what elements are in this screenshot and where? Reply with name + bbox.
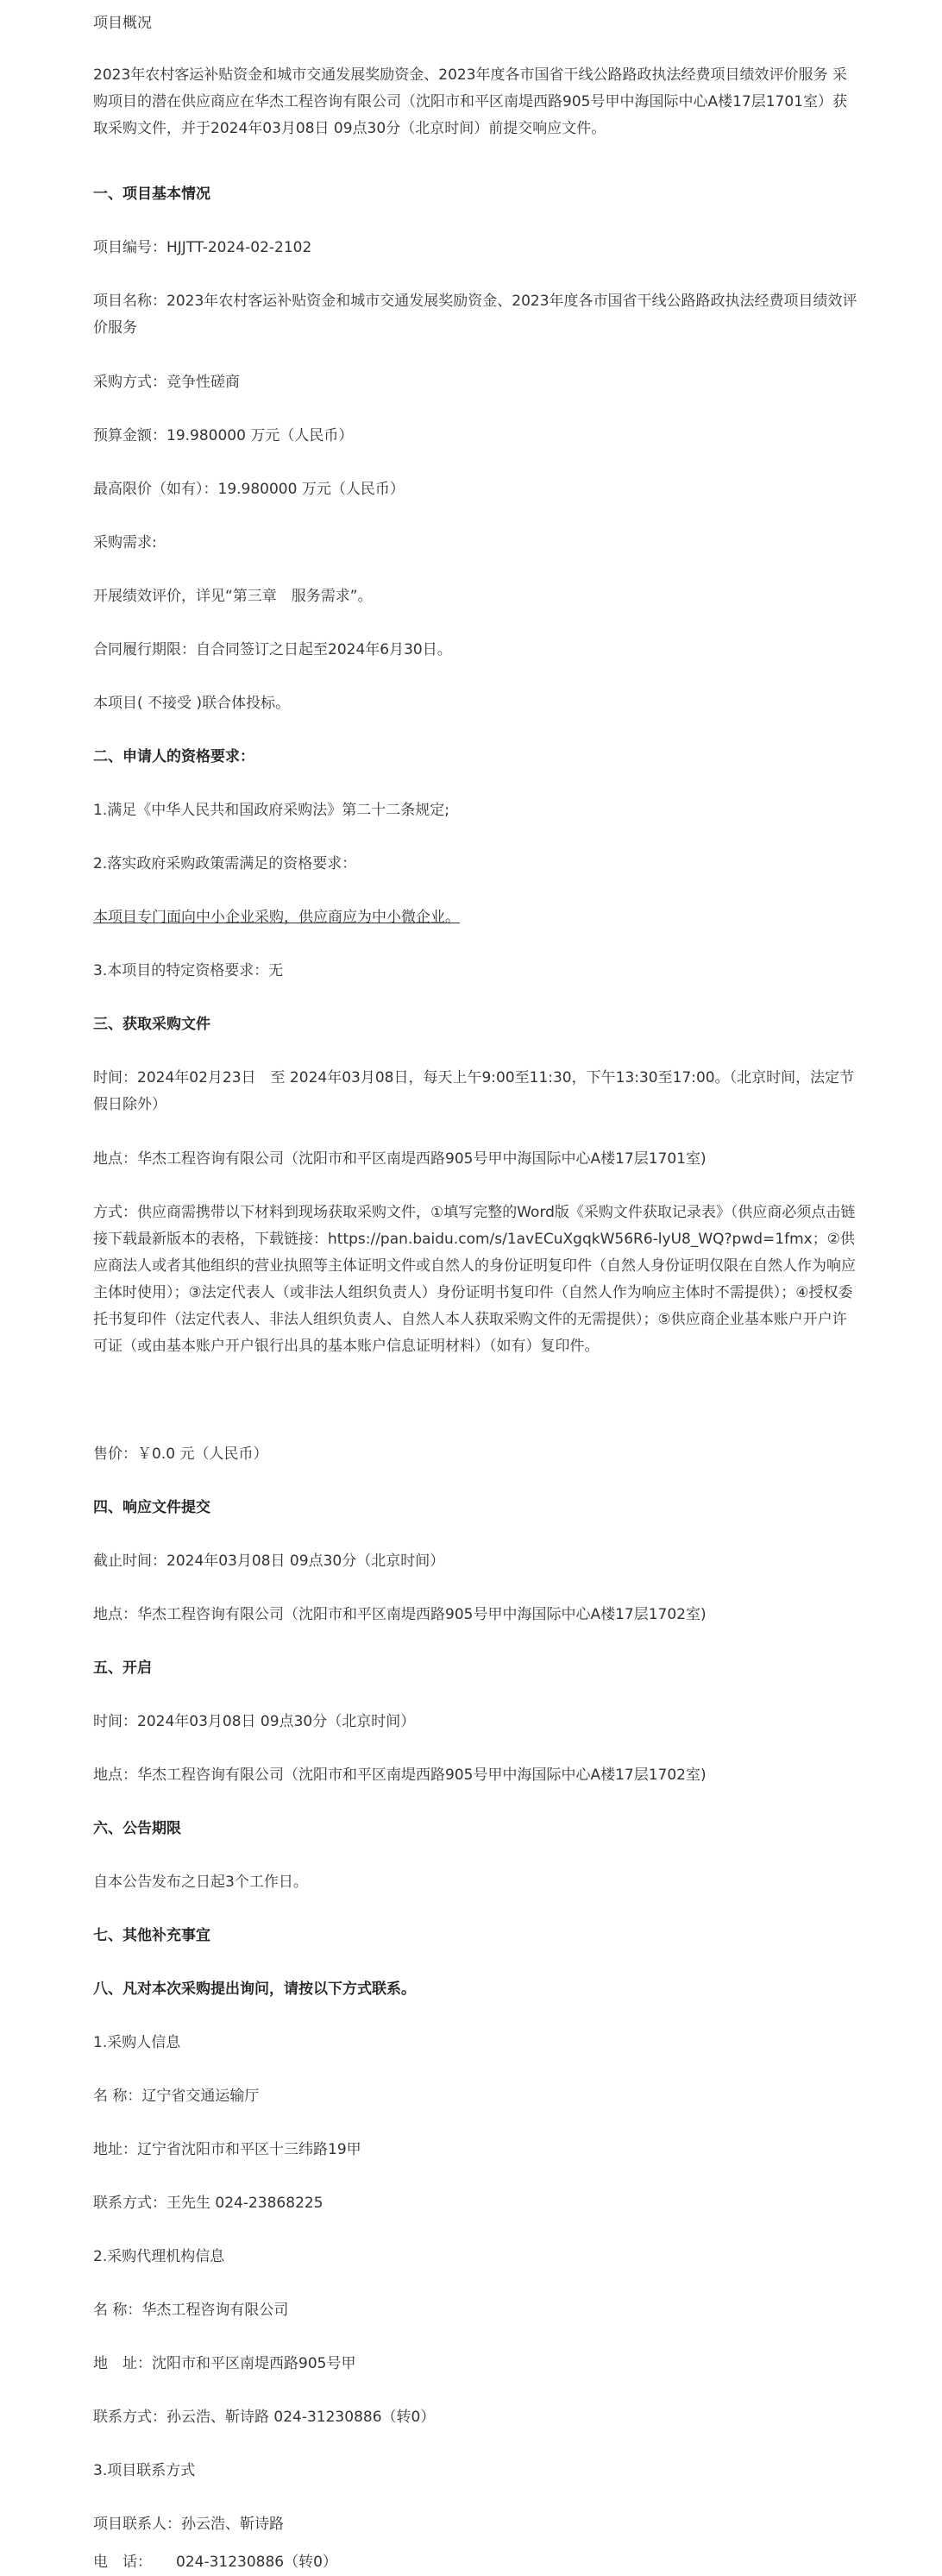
section-6-title: 六、公告期限	[93, 1820, 181, 1837]
submission-place: 地点：华杰工程咨询有限公司（沈阳市和平区南堤西路905号甲中海国际中心A楼17层1702室)	[93, 1606, 706, 1623]
obtain-time: 时间：2024年02月23日 至 2024年03月08日，每天上午9:00至11:30，下午13:30至17:00。（北京时间，法定节假日除外）	[93, 1069, 855, 1113]
sme-requirement: 本项目专门面向中小企业采购，供应商应为中小微企业。	[93, 909, 460, 926]
project-contact-person: 项目联系人：孙云浩、靳诗路	[93, 2516, 284, 2533]
buyer-contact: 联系方式：王先生 024-23868225	[93, 2195, 323, 2212]
section-8-title: 八、凡对本次采购提出询问，请按以下方式联系。	[93, 1981, 416, 1998]
opening-place: 地点：华杰工程咨询有限公司（沈阳市和平区南堤西路905号甲中海国际中心A楼17层1702室)	[93, 1767, 706, 1784]
joint-bid: 本项目( 不接受 )联合体投标。	[93, 695, 291, 712]
opening-time: 时间：2024年03月08日 09点30分（北京时间）	[93, 1713, 416, 1730]
obtain-place: 地点：华杰工程咨询有限公司（沈阳市和平区南堤西路905号甲中海国际中心A楼17层1701室)	[93, 1150, 706, 1168]
overview-label: 项目概况	[93, 15, 152, 32]
section-4-title: 四、响应文件提交	[93, 1499, 210, 1516]
section-3-title: 三、获取采购文件	[93, 1016, 210, 1033]
notice-period: 自本公告发布之日起3个工作日。	[93, 1874, 308, 1891]
project-number: 项目编号：HJJTT-2024-02-2102	[93, 239, 312, 256]
buyer-name: 名 称：辽宁省交通运输厅	[93, 2088, 260, 2105]
budget-amount: 预算金额：19.980000 万元（人民币）	[93, 427, 354, 444]
demand-text: 开展绩效评价，详见“第三章 服务需求”。	[93, 588, 373, 605]
phone-label: 电 话：	[93, 2554, 152, 2571]
agent-contact: 联系方式：孙云浩、靳诗路 024-31230886（转0）	[93, 2409, 436, 2426]
submission-deadline: 截止时间：2024年03月08日 09点30分（北京时间）	[93, 1553, 445, 1570]
section-1-title: 一、项目基本情况	[93, 186, 210, 203]
project-name: 项目名称：2023年农村客运补贴资金和城市交通发展奖励资金、2023年度各市国省干线公路路政执法经费项目绩效评价服务	[93, 293, 857, 337]
agent-name: 名 称：华杰工程咨询有限公司	[93, 2302, 289, 2319]
purchase-method: 采购方式：竞争性磋商	[93, 374, 240, 391]
project-contact-label: 3.项目联系方式	[93, 2462, 196, 2479]
section-2-title: 二、申请人的资格要求：	[93, 748, 254, 765]
max-price: 最高限价（如有）：19.980000 万元（人民币）	[93, 481, 405, 498]
demand-label: 采购需求:	[93, 534, 157, 551]
buyer-address: 地址：辽宁省沈阳市和平区十三纬路19甲	[93, 2141, 361, 2158]
qualification-3: 3.本项目的特定资格要求：无	[93, 962, 284, 979]
overview-text: 2023年农村客运补贴资金和城市交通发展奖励资金、2023年度各市国省干线公路路政执法经费项目绩效评价服务 采购项目的潜在供应商应在华杰工程咨询有限公司（沈阳市和平区南堤西路905号甲中海国际中心A楼17层1701室）获取采购文件，并于2024年03月08日 09点30分（北京时间）前提交响应文件。	[93, 66, 847, 137]
project-phone	[93, 2549, 859, 2576]
agent-address: 地 址：沈阳市和平区南堤西路905号甲	[93, 2355, 356, 2372]
section-5-title: 五、开启	[93, 1660, 152, 1677]
qualification-2: 2.落实政府采购政策需满足的资格要求：	[93, 855, 357, 872]
obtain-method: 方式：供应商需携带以下材料到现场获取采购文件，①填写完整的Word版《采购文件获取记录表》（供应商必须点击链接下载最新版本的表格，下载链接：https://pan.baidu.com/s/1avECuXgqkW56R6-lyU8_WQ?pwd=1fmx；②供应商法人或者其他组织的营业执照等主体证明文件或自然人的身份证明复印件（自然人身份证明仅限在自然人作为响应主体时使用）；③法定代表人（或非法人组织负责人）身份证明书复印件（自然人作为响应主体时不需提供）；④授权委托书复印件（法定代表人、非法人组织负责人、自然人本人获取采购文件的无需提供）；⑤供应商企业基本账户开户许可证（或由基本账户开户银行出具的基本账户信息证明材料）（如有）复印件。	[93, 1204, 856, 1355]
section-7-title: 七、其他补充事宜	[93, 1927, 210, 1944]
agent-info-label: 2.采购代理机构信息	[93, 2248, 225, 2265]
contract-period: 合同履行期限：自合同签订之日起至2024年6月30日。	[93, 641, 452, 658]
document-price: 售价：￥0.0 元（人民币）	[93, 1445, 268, 1463]
phone-value: 024-31230886（转0）	[176, 2554, 337, 2571]
buyer-info-label: 1.采购人信息	[93, 2034, 181, 2051]
qualification-1: 1.满足《中华人民共和国政府采购法》第二十二条规定;	[93, 802, 449, 819]
